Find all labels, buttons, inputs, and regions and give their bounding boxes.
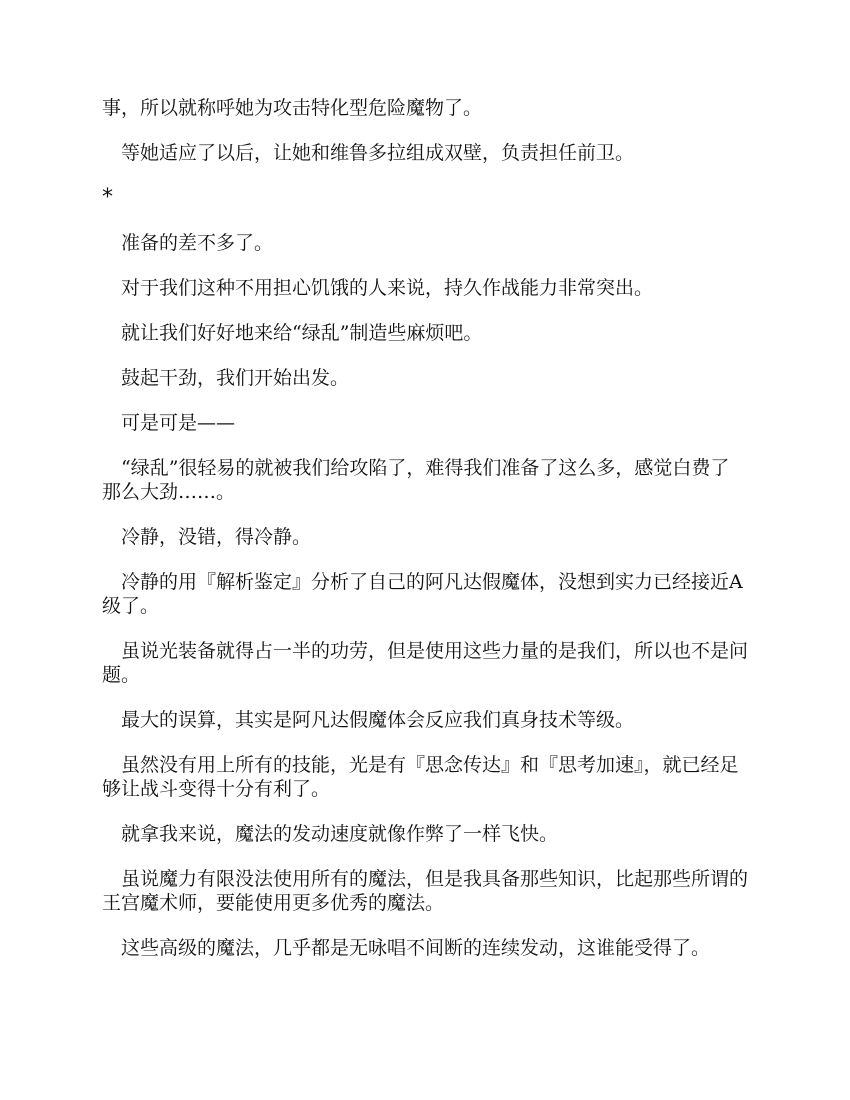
paragraph: 等她适应了以后，让她和维鲁多拉组成双壁，负责担任前卫。 <box>121 142 635 164</box>
paragraph: 虽说光装备就得占一半的功劳，但是使用这些力量的是我们，所以也不是问题。 <box>102 640 749 686</box>
paragraph: 就让我们好好地来给“绿乱”制造些麻烦吧。 <box>121 322 483 344</box>
paragraph: 可是可是—— <box>121 412 236 434</box>
section-separator: * <box>102 185 113 210</box>
paragraph: 最大的误算，其实是阿凡达假魔体会反应我们真身技术等级。 <box>121 709 635 731</box>
paragraph: 就拿我来说，魔法的发动速度就像作弊了一样飞快。 <box>121 823 559 845</box>
paragraph: 虽说魔力有限没法使用所有的魔法，但是我具备那些知识，比起那些所谓的王宫魔术师，要能使用更多优秀的魔法。 <box>102 868 749 914</box>
paragraph: 对于我们这种不用担心饥饿的人来说，持久作战能力非常突出。 <box>121 277 654 299</box>
paragraph: 这些高级的魔法，几乎都是无咏唱不间断的连续发动，这谁能受得了。 <box>121 937 711 959</box>
paragraph: 虽然没有用上所有的技能，光是有『思念传达』和『思考加速』，就已经足够让战斗变得十分有利了。 <box>102 754 739 800</box>
paragraph: 事，所以就称呼她为攻击特化型危险魔物了。 <box>102 97 483 119</box>
paragraph: 鼓起干劲，我们开始出发。 <box>121 367 350 389</box>
paragraph: 冷静，没错，得冷静。 <box>121 526 312 548</box>
paragraph: “绿乱”很轻易的就被我们给攻陷了，难得我们准备了这么多，感觉白费了那么大劲……。 <box>102 457 730 503</box>
paragraph: 准备的差不多了。 <box>121 232 274 254</box>
paragraph: 冷静的用『解析鉴定』分析了自己的阿凡达假魔体，没想到实力已经接近A级了。 <box>102 571 743 617</box>
